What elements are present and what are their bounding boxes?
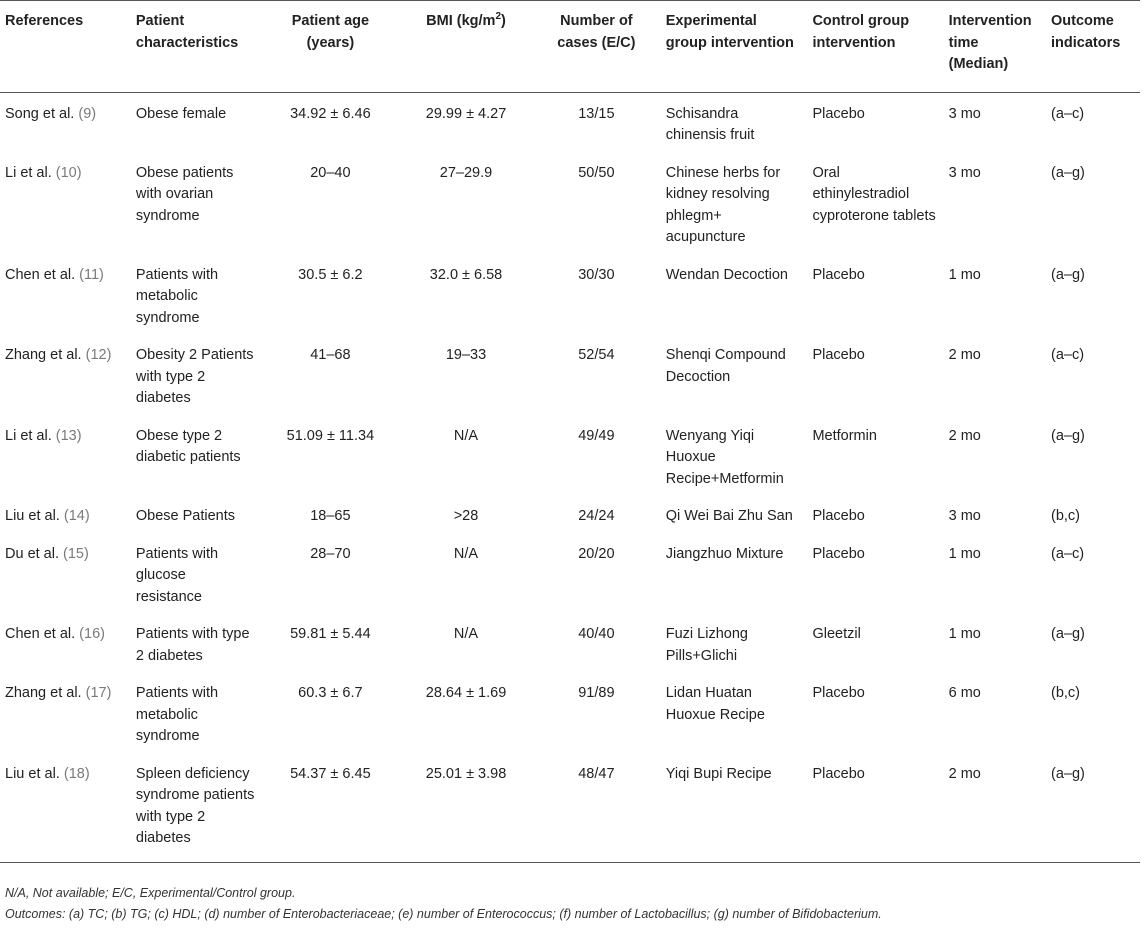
control-cell: Placebo — [812, 105, 865, 122]
header-bmi: BMI $(kg/m^2)$ — [426, 11, 506, 29]
age-cell: 30.5 ± 6.2 — [298, 266, 363, 283]
table-row — [0, 92, 1140, 152]
cases-cell: 13/15 — [578, 105, 615, 122]
citation-link[interactable]: (14) — [63, 508, 90, 524]
characteristics-cell: Obesity 2 Patients with type 2 diabetes — [135, 347, 254, 406]
table-row — [0, 334, 1140, 415]
control-cell: Placebo — [812, 508, 865, 524]
cases-cell: 52/54 — [578, 347, 615, 363]
citation-link[interactable]: (10) — [55, 164, 82, 181]
bmi-cell: 27–29.9 — [439, 164, 493, 181]
time-cell: 2 mo — [948, 347, 981, 363]
footnote-abbreviations: N/A, Not available; E/C, Experimental/Control group. — [5, 886, 296, 900]
age-cell: 18–65 — [310, 508, 351, 524]
control-cell: Metformin — [812, 427, 877, 444]
characteristics-cell: Patients with glucose resistance — [135, 545, 219, 605]
reference-cell: Song et al. (9) — [5, 105, 97, 122]
header-patient-age: Patient age (years) — [291, 13, 370, 51]
outcomes-cell: (a–g) — [1050, 626, 1085, 642]
citation-link[interactable]: (18) — [63, 765, 90, 782]
outcomes-cell: (a–c) — [1050, 105, 1085, 122]
time-cell: 1 mo — [948, 545, 981, 562]
outcomes-cell: (a–g) — [1050, 427, 1085, 444]
characteristics-cell: Obese female — [135, 105, 227, 122]
cases-cell: 20/20 — [578, 545, 615, 562]
age-cell: 59.81 ± 5.44 — [290, 626, 371, 642]
age-cell: 51.09 ± 11.34 — [286, 427, 375, 444]
citation-link[interactable]: (13) — [55, 427, 82, 444]
time-cell: 3 mo — [948, 105, 981, 122]
characteristics-cell: Obese type 2 diabetic patients — [135, 427, 241, 465]
header-patient-characteristics: Patient characteristics — [135, 13, 239, 51]
age-cell: 60.3 ± 6.7 — [298, 685, 363, 701]
outcomes-cell: (b,c) — [1050, 685, 1080, 701]
citation-link[interactable]: (12) — [85, 347, 112, 363]
reference-cell: Li et al. (10) — [5, 164, 82, 181]
bmi-cell: 28.64 ± 1.69 — [425, 685, 507, 701]
time-cell: 2 mo — [948, 427, 981, 444]
control-cell: Placebo — [812, 545, 865, 562]
time-cell: 3 mo — [948, 164, 981, 181]
time-cell: 3 mo — [948, 508, 981, 524]
characteristics-cell: Patients with metabolic syndrome — [135, 266, 219, 326]
time-cell: 6 mo — [948, 685, 981, 701]
header-number-of-cases: Number of cases (E/C) — [557, 13, 636, 51]
reference-cell: Liu et al. (14) — [5, 508, 90, 524]
control-cell: Oral ethinylestradiol cyproterone tablets — [812, 164, 936, 224]
bmi-cell: 29.99 ± 4.27 — [425, 105, 507, 122]
control-cell: Placebo — [812, 765, 865, 782]
age-cell: 41–68 — [310, 347, 351, 363]
cases-cell: 40/40 — [578, 626, 615, 642]
experimental-cell: Yiqi Bupi Recipe — [665, 765, 772, 782]
bmi-cell: 25.01 ± 3.98 — [425, 765, 507, 782]
cases-cell: 50/50 — [578, 164, 615, 181]
cases-cell: 91/89 — [578, 685, 615, 701]
cases-cell: 30/30 — [578, 266, 615, 283]
table-row — [0, 415, 1140, 496]
experimental-cell: Qi Wei Bai Zhu San — [665, 508, 793, 524]
characteristics-cell: Spleen deficiency syndrome patients with type 2 diabetes — [135, 765, 255, 846]
citation-link[interactable]: (15) — [63, 545, 89, 562]
age-cell: 34.92 ± 6.46 — [290, 105, 371, 122]
experimental-cell: Fuzi Lizhong Pills+Glichi — [665, 626, 748, 664]
time-cell: 2 mo — [948, 765, 981, 782]
header-experimental-intervention: Experimental group intervention — [665, 13, 794, 51]
cases-cell: 49/49 — [578, 427, 615, 444]
outcomes-cell: (a–c) — [1050, 545, 1085, 562]
outcomes-cell: (a–g) — [1050, 765, 1085, 782]
bmi-cell: >28 — [453, 508, 479, 524]
table-row — [0, 533, 1140, 614]
characteristics-cell: Patients with type 2 diabetes — [135, 626, 250, 664]
reference-cell: Chen et al. (11) — [5, 266, 104, 283]
table-row — [0, 152, 1140, 254]
table-row — [0, 613, 1140, 672]
experimental-cell: Shenqi Compound Decoction — [665, 347, 786, 385]
table-body — [0, 92, 1140, 862]
table-header — [0, 1, 1140, 93]
table-row — [0, 254, 1140, 335]
footnote-outcomes: Outcomes: (a) TC; (b) TG; (c) HDL; (d) number of Enterobacteriaceae; (e) number of Enterococcus; (f) number of Lactobacillus; (g) number of Bifidobacterium. — [5, 907, 882, 921]
outcomes-cell: (a–g) — [1050, 164, 1085, 181]
age-cell: 54.37 ± 6.45 — [290, 765, 371, 782]
table-row — [0, 495, 1140, 533]
experimental-cell: Lidan Huatan Huoxue Recipe — [665, 685, 765, 723]
control-cell: Placebo — [812, 347, 865, 363]
experimental-cell: Wenyang Yiqi Huoxue Recipe+Metformin — [665, 427, 784, 487]
header-references: References — [5, 13, 84, 29]
reference-cell: Zhang et al. (17) — [5, 685, 112, 701]
outcomes-cell: (a–g) — [1050, 266, 1085, 283]
experimental-cell: Chinese herbs for kidney resolving phlegm+ acupuncture — [665, 164, 781, 245]
bmi-cell: N/A — [453, 545, 479, 562]
age-cell: 20–40 — [310, 164, 351, 181]
header-outcome-indicators: Outcome indicators — [1050, 13, 1121, 51]
outcomes-cell: (b,c) — [1050, 508, 1080, 524]
reference-cell: Du et al. (15) — [5, 545, 89, 562]
reference-cell: Li et al. (13) — [5, 427, 82, 444]
time-cell: 1 mo — [948, 266, 981, 283]
cases-cell: 24/24 — [578, 508, 615, 524]
outcomes-cell: (a–c) — [1050, 347, 1085, 363]
characteristics-cell: Obese patients with ovarian syndrome — [135, 164, 234, 224]
header-control-intervention: Control group intervention — [812, 13, 910, 51]
cases-cell: 48/47 — [578, 765, 615, 782]
experimental-cell: Wendan Decoction — [665, 266, 788, 283]
bmi-cell: 32.0 ± 6.58 — [429, 266, 503, 283]
citation-link[interactable]: (16) — [79, 626, 105, 642]
bmi-cell: N/A — [453, 427, 479, 444]
header-intervention-time: Intervention time (Median) — [948, 13, 1032, 72]
table-row — [0, 672, 1140, 753]
table-row — [0, 753, 1140, 863]
reference-cell: Chen et al. (16) — [5, 626, 105, 642]
reference-cell: Liu et al. (18) — [5, 765, 90, 782]
citation-link[interactable]: (11) — [79, 266, 104, 283]
characteristics-cell: Patients with metabolic syndrome — [135, 685, 219, 744]
control-cell: Gleetzil — [812, 626, 861, 642]
time-cell: 1 mo — [948, 626, 981, 642]
header-row — [0, 1, 1140, 93]
experimental-cell: Jiangzhuo Mixture — [665, 545, 784, 562]
citation-link[interactable]: (9) — [78, 105, 97, 122]
control-cell: Placebo — [812, 685, 865, 701]
characteristics-cell: Obese Patients — [135, 508, 236, 524]
citation-link[interactable]: (17) — [85, 685, 112, 701]
bmi-cell: N/A — [453, 626, 479, 642]
experimental-cell: Schisandra chinensis fruit — [665, 105, 755, 143]
reference-cell: Zhang et al. (12) — [5, 347, 112, 363]
bmi-cell: 19–33 — [445, 347, 487, 363]
control-cell: Placebo — [812, 266, 865, 283]
age-cell: 28–70 — [310, 545, 351, 562]
